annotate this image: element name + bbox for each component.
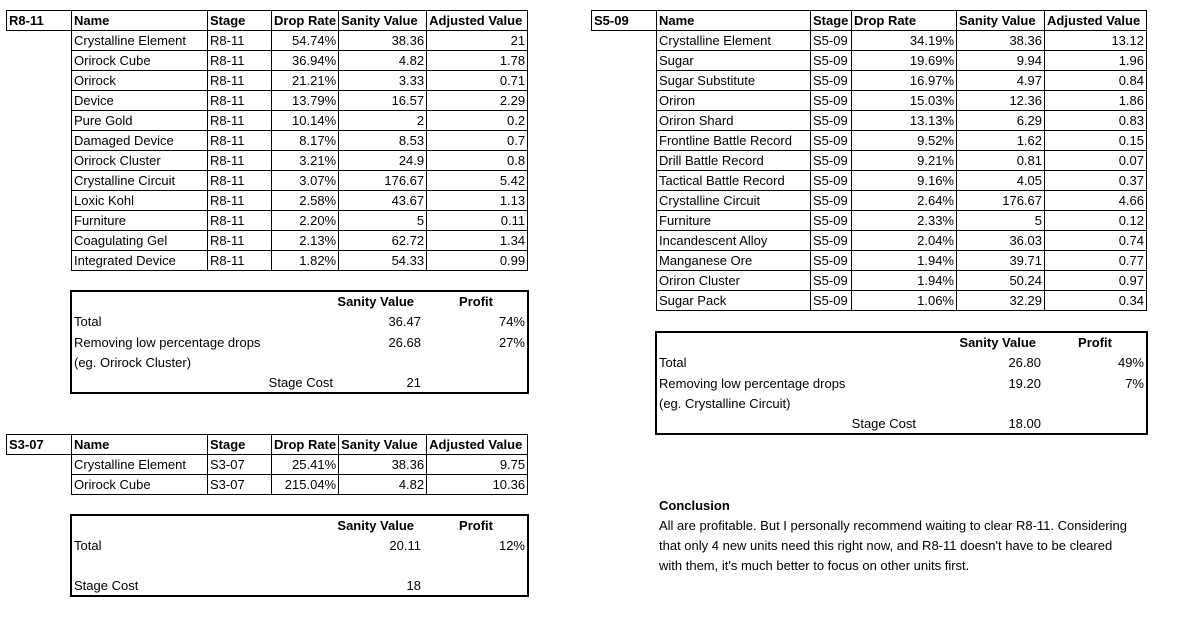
item-sanity-value: 5 bbox=[339, 211, 427, 231]
header-name: Name bbox=[72, 11, 208, 31]
item-adjusted-value: 0.99 bbox=[427, 251, 528, 271]
item-adjusted-value: 10.36 bbox=[427, 475, 528, 495]
total-label: Total bbox=[74, 538, 102, 553]
item-sanity-value: 2 bbox=[339, 111, 427, 131]
item-name: Furniture bbox=[657, 211, 811, 231]
table-row bbox=[592, 291, 1147, 311]
item-drop-rate: 2.58% bbox=[272, 191, 339, 211]
table-row bbox=[7, 131, 528, 151]
row-spacer bbox=[592, 91, 657, 111]
item-adjusted-value: 1.34 bbox=[427, 231, 528, 251]
item-adjusted-value: 1.78 bbox=[427, 51, 528, 71]
item-stage: S5-09 bbox=[811, 71, 852, 91]
item-adjusted-value: 0.8 bbox=[427, 151, 528, 171]
stage-label: S3-07 bbox=[7, 435, 72, 455]
header-sanity-value: Sanity Value bbox=[957, 11, 1045, 31]
table-row bbox=[592, 211, 1147, 231]
item-name: Incandescent Alloy bbox=[657, 231, 811, 251]
item-sanity-value: 4.97 bbox=[957, 71, 1045, 91]
item-adjusted-value: 13.12 bbox=[1045, 31, 1147, 51]
stage-cost-value: 18 bbox=[406, 578, 421, 593]
remove-label: Removing low percentage drops bbox=[659, 376, 846, 391]
total-profit: 49% bbox=[1117, 355, 1144, 370]
row-spacer bbox=[592, 191, 657, 211]
row-spacer bbox=[592, 51, 657, 71]
summary-header-profit: Profit bbox=[459, 518, 493, 533]
header-stage: Stage bbox=[811, 11, 852, 31]
item-sanity-value: 38.36 bbox=[957, 31, 1045, 51]
item-stage: R8-11 bbox=[208, 251, 272, 271]
item-stage: R8-11 bbox=[208, 91, 272, 111]
item-stage: S5-09 bbox=[811, 271, 852, 291]
item-name: Drill Battle Record bbox=[657, 151, 811, 171]
item-drop-rate: 2.13% bbox=[272, 231, 339, 251]
table-row bbox=[592, 71, 1147, 91]
item-sanity-value: 38.36 bbox=[339, 31, 427, 51]
item-adjusted-value: 5.42 bbox=[427, 171, 528, 191]
item-drop-rate: 2.33% bbox=[852, 211, 957, 231]
item-sanity-value: 176.67 bbox=[957, 191, 1045, 211]
item-drop-rate: 21.21% bbox=[272, 71, 339, 91]
item-adjusted-value: 0.2 bbox=[427, 111, 528, 131]
item-stage: S5-09 bbox=[811, 211, 852, 231]
item-stage: R8-11 bbox=[208, 231, 272, 251]
item-drop-rate: 25.41% bbox=[272, 455, 339, 475]
item-drop-rate: 1.06% bbox=[852, 291, 957, 311]
item-name: Orirock Cube bbox=[72, 475, 208, 495]
table-row bbox=[7, 71, 528, 91]
item-stage: S5-09 bbox=[811, 191, 852, 211]
stage-label: R8-11 bbox=[7, 11, 72, 31]
stage-label: S5-09 bbox=[592, 11, 657, 31]
table-row bbox=[7, 251, 528, 271]
item-sanity-value: 1.62 bbox=[957, 131, 1045, 151]
item-name: Crystalline Element bbox=[72, 455, 208, 475]
header-drop-rate: Drop Rate bbox=[272, 11, 339, 31]
row-spacer bbox=[592, 151, 657, 171]
item-sanity-value: 4.82 bbox=[339, 475, 427, 495]
table-row bbox=[592, 51, 1147, 71]
item-name: Tactical Battle Record bbox=[657, 171, 811, 191]
stage-cost-value: 18.00 bbox=[1008, 416, 1041, 431]
item-adjusted-value: 0.34 bbox=[1045, 291, 1147, 311]
summary-header-sanity: Sanity Value bbox=[337, 294, 414, 309]
item-name: Crystalline Element bbox=[72, 31, 208, 51]
table-row bbox=[7, 211, 528, 231]
item-drop-rate: 2.04% bbox=[852, 231, 957, 251]
item-adjusted-value: 0.15 bbox=[1045, 131, 1147, 151]
item-drop-rate: 2.20% bbox=[272, 211, 339, 231]
conclusion-line: that only 4 new units need this right now, and R8-11 doesn't have to be cleared bbox=[659, 538, 1113, 553]
item-stage: S5-09 bbox=[811, 131, 852, 151]
item-name: Crystalline Circuit bbox=[72, 171, 208, 191]
item-sanity-value: 12.36 bbox=[957, 91, 1045, 111]
item-adjusted-value: 0.71 bbox=[427, 71, 528, 91]
row-spacer bbox=[592, 231, 657, 251]
row-spacer bbox=[592, 211, 657, 231]
conclusion-line: All are profitable. But I personally recommend waiting to clear R8-11. Considering bbox=[659, 518, 1127, 533]
total-sanity: 36.47 bbox=[388, 314, 421, 329]
row-spacer bbox=[7, 151, 72, 171]
table-row bbox=[7, 151, 528, 171]
item-name: Oriron Cluster bbox=[657, 271, 811, 291]
item-drop-rate: 54.74% bbox=[272, 31, 339, 51]
item-drop-rate: 36.94% bbox=[272, 51, 339, 71]
remove-sanity: 26.68 bbox=[388, 335, 421, 350]
item-drop-rate: 9.52% bbox=[852, 131, 957, 151]
item-stage: R8-11 bbox=[208, 111, 272, 131]
item-adjusted-value: 0.97 bbox=[1045, 271, 1147, 291]
item-drop-rate: 13.13% bbox=[852, 111, 957, 131]
item-stage: S5-09 bbox=[811, 291, 852, 311]
item-drop-rate: 1.94% bbox=[852, 271, 957, 291]
item-adjusted-value: 0.83 bbox=[1045, 111, 1147, 131]
r8-11-drop-table bbox=[6, 10, 528, 271]
total-sanity: 26.80 bbox=[1008, 355, 1041, 370]
item-adjusted-value: 4.66 bbox=[1045, 191, 1147, 211]
item-adjusted-value: 1.13 bbox=[427, 191, 528, 211]
item-name: Orirock Cube bbox=[72, 51, 208, 71]
item-sanity-value: 8.53 bbox=[339, 131, 427, 151]
item-adjusted-value: 0.84 bbox=[1045, 71, 1147, 91]
item-drop-rate: 9.21% bbox=[852, 151, 957, 171]
item-drop-rate: 3.21% bbox=[272, 151, 339, 171]
item-name: Integrated Device bbox=[72, 251, 208, 271]
item-sanity-value: 43.67 bbox=[339, 191, 427, 211]
table-row bbox=[592, 251, 1147, 271]
row-spacer bbox=[592, 251, 657, 271]
item-name: Furniture bbox=[72, 211, 208, 231]
row-spacer bbox=[7, 71, 72, 91]
item-drop-rate: 9.16% bbox=[852, 171, 957, 191]
item-name: Sugar Substitute bbox=[657, 71, 811, 91]
row-spacer bbox=[7, 171, 72, 191]
item-drop-rate: 3.07% bbox=[272, 171, 339, 191]
item-sanity-value: 50.24 bbox=[957, 271, 1045, 291]
total-profit: 74% bbox=[498, 314, 525, 329]
item-name: Frontline Battle Record bbox=[657, 131, 811, 151]
item-name: Damaged Device bbox=[72, 131, 208, 151]
item-sanity-value: 3.33 bbox=[339, 71, 427, 91]
item-adjusted-value: 0.74 bbox=[1045, 231, 1147, 251]
item-stage: R8-11 bbox=[208, 211, 272, 231]
row-spacer bbox=[592, 271, 657, 291]
stage-cost-label: Stage Cost bbox=[851, 416, 916, 431]
item-drop-rate: 10.14% bbox=[272, 111, 339, 131]
item-sanity-value: 38.36 bbox=[339, 455, 427, 475]
remove-label: Removing low percentage drops bbox=[74, 335, 261, 350]
item-name: Orirock bbox=[72, 71, 208, 91]
row-spacer bbox=[7, 251, 72, 271]
row-spacer bbox=[592, 171, 657, 191]
item-adjusted-value: 0.77 bbox=[1045, 251, 1147, 271]
row-spacer bbox=[592, 71, 657, 91]
item-name: Oriron Shard bbox=[657, 111, 811, 131]
item-name: Oriron bbox=[657, 91, 811, 111]
item-name: Crystalline Element bbox=[657, 31, 811, 51]
item-sanity-value: 16.57 bbox=[339, 91, 427, 111]
item-name: Coagulating Gel bbox=[72, 231, 208, 251]
total-label: Total bbox=[74, 314, 102, 329]
row-spacer bbox=[7, 51, 72, 71]
item-adjusted-value: 1.86 bbox=[1045, 91, 1147, 111]
item-drop-rate: 16.97% bbox=[852, 71, 957, 91]
summary-header-profit: Profit bbox=[1078, 335, 1112, 350]
item-adjusted-value: 0.11 bbox=[427, 211, 528, 231]
table-row bbox=[7, 191, 528, 211]
item-sanity-value: 5 bbox=[957, 211, 1045, 231]
item-drop-rate: 2.64% bbox=[852, 191, 957, 211]
row-spacer bbox=[592, 291, 657, 311]
table-row bbox=[7, 91, 528, 111]
row-spacer bbox=[7, 191, 72, 211]
remove-note: (eg. Orirock Cluster) bbox=[74, 355, 192, 370]
item-name: Crystalline Circuit bbox=[657, 191, 811, 211]
table-row bbox=[592, 231, 1147, 251]
item-drop-rate: 8.17% bbox=[272, 131, 339, 151]
item-stage: S5-09 bbox=[811, 151, 852, 171]
item-name: Pure Gold bbox=[72, 111, 208, 131]
row-spacer bbox=[7, 455, 72, 475]
item-stage: S5-09 bbox=[811, 231, 852, 251]
item-stage: R8-11 bbox=[208, 131, 272, 151]
item-stage: S5-09 bbox=[811, 171, 852, 191]
header-name: Name bbox=[657, 11, 811, 31]
stage-cost-label: Stage Cost bbox=[268, 375, 333, 390]
table-row bbox=[7, 111, 528, 131]
remove-note: (eg. Crystalline Circuit) bbox=[659, 396, 791, 411]
table-row bbox=[592, 131, 1147, 151]
table-row bbox=[7, 455, 528, 475]
item-adjusted-value: 0.37 bbox=[1045, 171, 1147, 191]
item-sanity-value: 4.82 bbox=[339, 51, 427, 71]
row-spacer bbox=[7, 231, 72, 251]
header-stage: Stage bbox=[208, 11, 272, 31]
header-adjusted-value: Adjusted Value bbox=[427, 11, 528, 31]
item-drop-rate: 13.79% bbox=[272, 91, 339, 111]
item-name: Sugar bbox=[657, 51, 811, 71]
stage-cost-value: 21 bbox=[406, 375, 421, 390]
summary-header-profit: Profit bbox=[459, 294, 493, 309]
item-sanity-value: 0.81 bbox=[957, 151, 1045, 171]
table-row bbox=[7, 31, 528, 51]
total-sanity: 20.11 bbox=[389, 538, 421, 553]
item-stage: R8-11 bbox=[208, 51, 272, 71]
item-sanity-value: 39.71 bbox=[957, 251, 1045, 271]
item-sanity-value: 32.29 bbox=[957, 291, 1045, 311]
item-adjusted-value: 9.75 bbox=[427, 455, 528, 475]
item-stage: R8-11 bbox=[208, 31, 272, 51]
table-row bbox=[7, 51, 528, 71]
table-row bbox=[592, 31, 1147, 51]
table-row bbox=[7, 171, 528, 191]
item-adjusted-value: 1.96 bbox=[1045, 51, 1147, 71]
item-adjusted-value: 0.07 bbox=[1045, 151, 1147, 171]
conclusion-line: with them, it's much better to focus on other units first. bbox=[659, 558, 970, 573]
table-row bbox=[7, 475, 528, 495]
s5-09-drop-table bbox=[591, 10, 1147, 311]
item-sanity-value: 54.33 bbox=[339, 251, 427, 271]
item-sanity-value: 9.94 bbox=[957, 51, 1045, 71]
row-spacer bbox=[592, 131, 657, 151]
item-sanity-value: 62.72 bbox=[339, 231, 427, 251]
item-stage: R8-11 bbox=[208, 191, 272, 211]
r8-11-summary-box bbox=[70, 290, 529, 394]
item-sanity-value: 6.29 bbox=[957, 111, 1045, 131]
conclusion-block bbox=[659, 496, 1169, 576]
remove-sanity: 19.20 bbox=[1008, 376, 1041, 391]
item-drop-rate: 1.94% bbox=[852, 251, 957, 271]
s3-07-drop-table bbox=[6, 434, 528, 495]
item-adjusted-value: 2.29 bbox=[427, 91, 528, 111]
header-sanity-value: Sanity Value bbox=[339, 11, 427, 31]
row-spacer bbox=[7, 131, 72, 151]
conclusion-title: Conclusion bbox=[659, 498, 730, 513]
row-spacer bbox=[7, 475, 72, 495]
item-adjusted-value: 0.12 bbox=[1045, 211, 1147, 231]
table-row bbox=[592, 151, 1147, 171]
table-row bbox=[592, 271, 1147, 291]
remove-profit: 27% bbox=[498, 335, 525, 350]
item-stage: S5-09 bbox=[811, 111, 852, 131]
item-stage: S5-09 bbox=[811, 51, 852, 71]
item-name: Manganese Ore bbox=[657, 251, 811, 271]
item-drop-rate: 1.82% bbox=[272, 251, 339, 271]
item-sanity-value: 4.05 bbox=[957, 171, 1045, 191]
item-adjusted-value: 0.7 bbox=[427, 131, 528, 151]
table-row bbox=[592, 171, 1147, 191]
item-stage: S5-09 bbox=[811, 91, 852, 111]
item-stage: R8-11 bbox=[208, 171, 272, 191]
row-spacer bbox=[7, 31, 72, 51]
stage-cost-label: Stage Cost bbox=[74, 578, 139, 593]
header-stage: Stage bbox=[208, 435, 272, 455]
s3-07-summary-box bbox=[70, 514, 529, 597]
total-label: Total bbox=[659, 355, 687, 370]
item-drop-rate: 215.04% bbox=[272, 475, 339, 495]
remove-profit: 7% bbox=[1125, 376, 1144, 391]
row-spacer bbox=[7, 91, 72, 111]
row-spacer bbox=[592, 31, 657, 51]
item-drop-rate: 15.03% bbox=[852, 91, 957, 111]
item-name: Orirock Cluster bbox=[72, 151, 208, 171]
row-spacer bbox=[7, 111, 72, 131]
item-sanity-value: 176.67 bbox=[339, 171, 427, 191]
header-name: Name bbox=[72, 435, 208, 455]
item-stage: R8-11 bbox=[208, 151, 272, 171]
header-adjusted-value: Adjusted Value bbox=[427, 435, 528, 455]
item-drop-rate: 19.69% bbox=[852, 51, 957, 71]
header-adjusted-value: Adjusted Value bbox=[1045, 11, 1147, 31]
header-drop-rate: Drop Rate bbox=[272, 435, 339, 455]
item-name: Sugar Pack bbox=[657, 291, 811, 311]
total-profit: 12% bbox=[498, 538, 525, 553]
item-sanity-value: 24.9 bbox=[339, 151, 427, 171]
table-row bbox=[592, 91, 1147, 111]
item-name: Loxic Kohl bbox=[72, 191, 208, 211]
table-row bbox=[592, 111, 1147, 131]
table-row bbox=[592, 191, 1147, 211]
header-drop-rate: Drop Rate bbox=[852, 11, 957, 31]
item-stage: S5-09 bbox=[811, 251, 852, 271]
summary-header-sanity: Sanity Value bbox=[959, 335, 1036, 350]
row-spacer bbox=[592, 111, 657, 131]
summary-header-sanity: Sanity Value bbox=[337, 518, 414, 533]
s5-09-summary-box bbox=[655, 331, 1148, 435]
header-sanity-value: Sanity Value bbox=[339, 435, 427, 455]
row-spacer bbox=[7, 211, 72, 231]
item-stage: S5-09 bbox=[811, 31, 852, 51]
item-sanity-value: 36.03 bbox=[957, 231, 1045, 251]
item-stage: S3-07 bbox=[208, 475, 272, 495]
item-drop-rate: 34.19% bbox=[852, 31, 957, 51]
item-adjusted-value: 21 bbox=[427, 31, 528, 51]
item-stage: R8-11 bbox=[208, 71, 272, 91]
item-stage: S3-07 bbox=[208, 455, 272, 475]
table-row bbox=[7, 231, 528, 251]
item-name: Device bbox=[72, 91, 208, 111]
